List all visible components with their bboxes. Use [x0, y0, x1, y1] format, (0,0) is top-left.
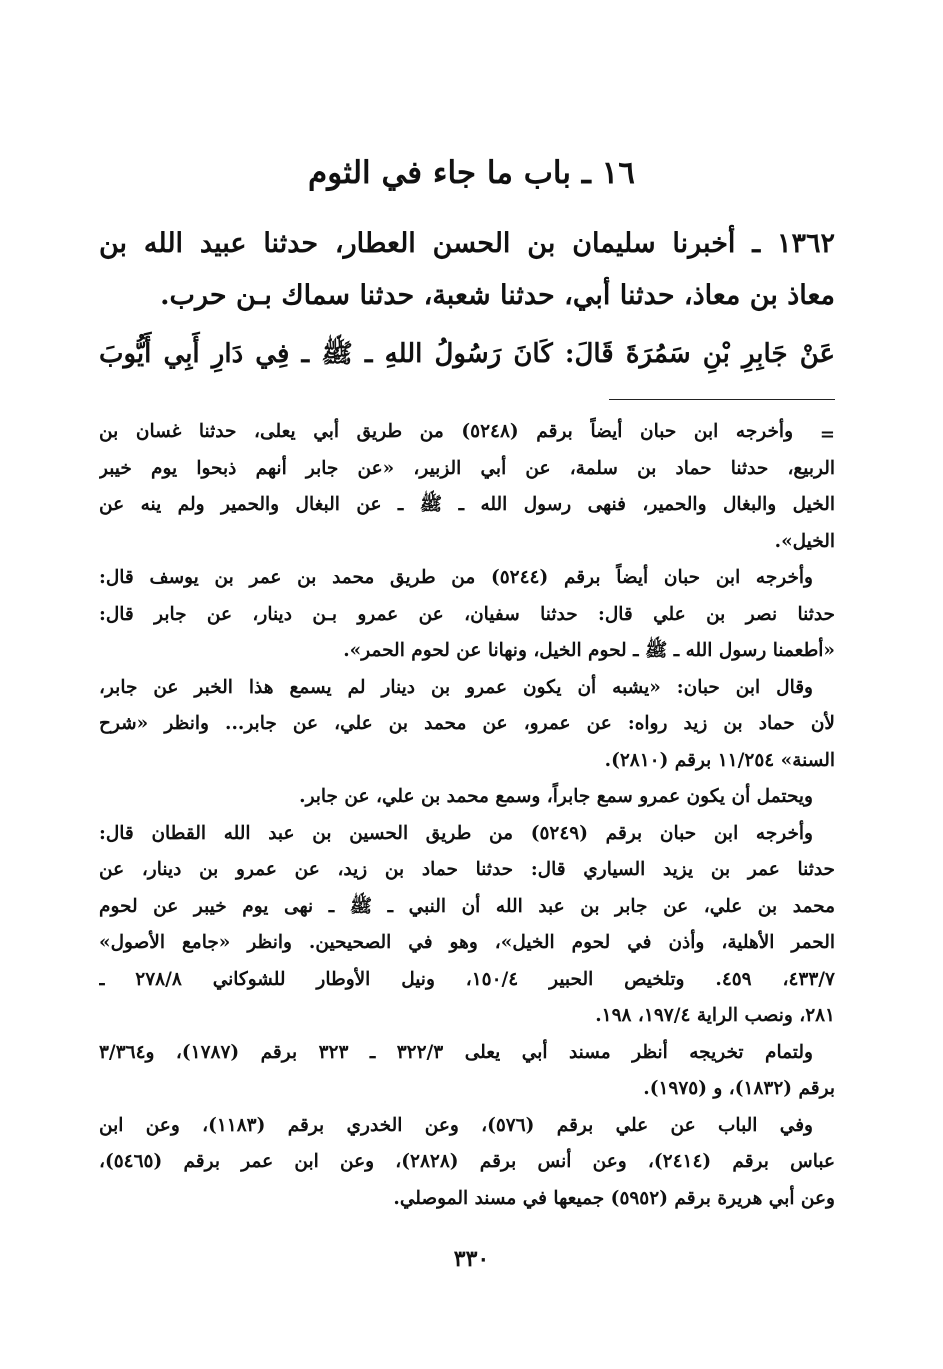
footnotes — [99, 414, 835, 1217]
footnote-line: وفي الباب عن علي برقم (٥٧٦)، وعن الخدري برقم (١١٨٣)، وعن ابن — [99, 1114, 813, 1136]
footnote-line: «أطعمنا رسول الله ـ ﷺ ـ لحوم الخيل، ونهانا عن لحوم الحمر». — [343, 640, 835, 661]
footnote-line: برقم (١٨٣٢)، و (١٩٧٥). — [643, 1078, 835, 1099]
footnote-line: حدثنا عمر بن يزيد السياري قال: حدثنا حماد بن زيد، عن عمرو بن دينار، عن — [99, 859, 835, 880]
footnote-line: ويحتمل أن يكون عمرو سمع جابراً، وسمع محمد بن علي، عن جابر. — [299, 786, 813, 807]
footnote-line: حدثنا نصر بن علي قال: حدثنا سفيان، عن عمرو بـن دينار، عن جابر قال: — [99, 603, 835, 625]
footnote-line: وعن أبي هريرة برقم (٥٩٥٢) جميعها في مسند الموصلي. — [393, 1187, 835, 1209]
footnote-line: محمد بن علي، عن جابر بن عبد الله أن النبي ـ ﷺ ـ نهى يوم خيبر عن لحوم — [99, 895, 835, 917]
footnote-line: الربيع، حدثنا حماد بن سلمة، عن أبي الزبير، «عن جابر أنهم ذبحوا يوم خيبر — [99, 457, 835, 479]
footnote-line: لأن حماد بن زيد رواه: عن عمرو، عن محمد بن علي، عن جابر... وانظر «شرح — [99, 713, 835, 734]
footnote-continuation-mark: = — [819, 424, 835, 445]
hadith-text — [99, 218, 835, 380]
footnote-line: الحمر الأهلية، وأذن في لحوم الخيل»، وهو في الصحيحين. وانظر «جامع الأصول» — [99, 932, 835, 953]
footnote-line: الخيل والبغال والحمير، فنهى رسول الله ـ ﷺ ـ عن البغال والحمير ولم ينه عن — [99, 494, 835, 515]
footnote-line: ولتمام تخريجه أنظر مسند أبي يعلى ٣٢٢/٣ ـ ٣٢٣ برقم (١٧٨٧)، و٣/٣٦٤ — [99, 1041, 813, 1063]
footnote-line: وأخرجه ابن حبان أيضاً برقم (٥٢٤٨) من طريق أبي يعلى، حدثنا غسان بن — [99, 421, 793, 442]
isnad-line: ١٣٦٢ ـ أخبرنا سليمان بن الحسن العطار، حدثنا عبيد الله بن — [99, 228, 835, 259]
matn-line: عَنْ جَابِرِ بْنِ سَمُرَةَ قَالَ: كَانَ رَسُولُ اللهِ ـ ﷺ ـ فِي دَارِ أَبِي أَيُّوبَ — [99, 339, 835, 369]
footnote-line: وأخرجه ابن حبان برقم (٥٢٤٩) من طريق الحسين بن عبد الله القطان قال: — [99, 822, 813, 844]
footnote-line: عباس برقم (٢٤١٤)، وعن أنس برقم (٢٨٢٨)، وعن ابن عمر برقم (٥٤٦٥)، — [99, 1151, 835, 1172]
footnote-line: ٤٣٣/٧، ٤٥٩. وتلخيص الحبير ١٥٠/٤، ونيل الأوطار للشوكاني ٢٧٨/٨ ـ — [99, 968, 835, 990]
footnote-line: الخيل». — [774, 530, 835, 552]
footnote-line: السنة» ١١/٢٥٤ برقم (٢٨١٠). — [604, 749, 835, 771]
page-number: ٣٣٠ — [453, 1246, 490, 1272]
footnote-line: ٢٨١، ونصب الراية ١٩٧/٤، ١٩٨. — [595, 1005, 835, 1026]
footnote-line: وقال ابن حبان: «يشبه أن يكون عمرو بن دينار لم يسمع هذا الخبر عن جابر، — [99, 676, 813, 698]
footnote-separator — [609, 399, 835, 400]
isnad-line: معاذ بن معاذ، حدثنا أبي، حدثنا شعبة، حدثنا سماك بـن حرب. — [160, 280, 835, 311]
footnote-line: وأخرجه ابن حبان أيضاً برقم (٥٢٤٤) من طريق محمد بن عمر بن يوسف قال: — [99, 567, 813, 588]
chapter-title: ١٦ ـ باب ما جاء في الثوم — [308, 155, 635, 191]
